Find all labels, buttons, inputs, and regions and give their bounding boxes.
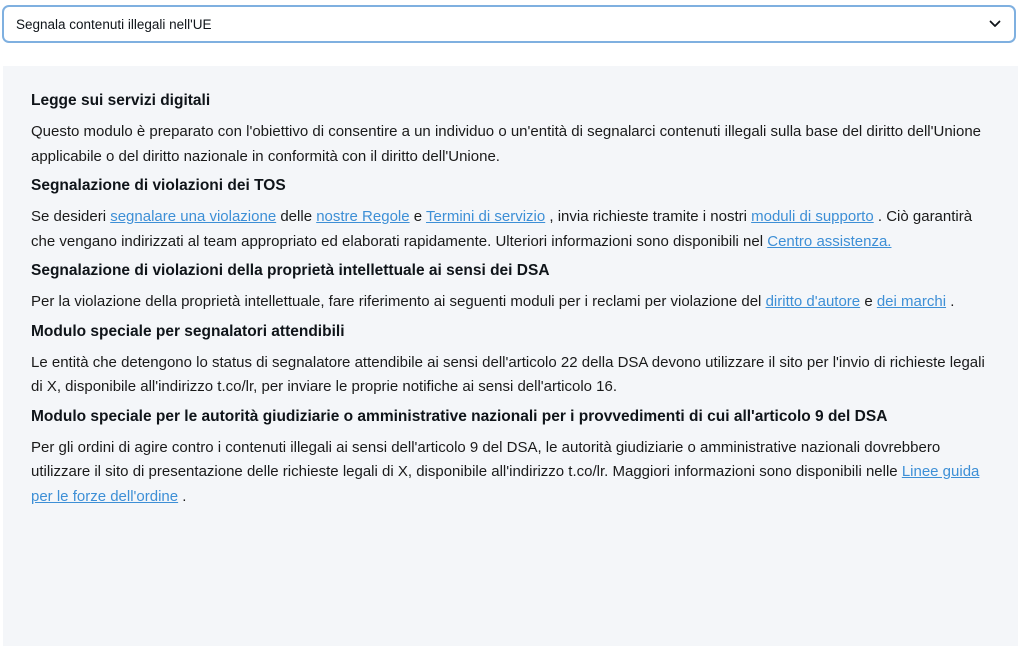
text: e xyxy=(860,293,877,310)
dropdown-selected-value: Segnala contenuti illegali nell'UE xyxy=(16,16,212,32)
text: Per gli ordini di agire contro i contenuti illegali ai sensi dell'articolo 9 del DSA, le autorità giudiziarie o amministrative nazionali dovrebbero utilizzare il sito di presentazione delle richieste legali di X, disponibile all'indirizzo t.co/lr. Maggiori informazioni sono disponibili nelle xyxy=(31,438,941,480)
link-support-forms[interactable]: moduli di supporto xyxy=(751,208,874,225)
link-trademarks[interactable]: dei marchi xyxy=(876,293,947,310)
info-panel xyxy=(3,66,1018,646)
section-body-authorities xyxy=(31,436,990,510)
section-title-authorities: Modulo speciale per le autorità giudiziarie o amministrative nazionali per i provvedimenti di cui all'articolo 9 del DSA xyxy=(31,407,888,425)
link-help-center[interactable]: Centro assistenza. xyxy=(767,232,892,250)
section-title-ip: Segnalazione di violazioni della proprietà intellettuale ai sensi dei DSA xyxy=(31,262,550,279)
section-title-tos: Segnalazione di violazioni dei TOS xyxy=(31,177,286,194)
section-title-dsa: Legge sui servizi digitali xyxy=(31,92,211,109)
link-our-rules[interactable]: nostre Regole xyxy=(316,208,410,225)
link-terms-of-service[interactable]: Termini di servizio xyxy=(426,208,546,225)
report-type-dropdown[interactable] xyxy=(2,5,1016,43)
link-copyright[interactable]: diritto d'autore xyxy=(765,293,861,310)
link-law-enforcement-guidelines[interactable]: Linee guida per le forze dell'ordine xyxy=(31,463,980,505)
text: Se desideri xyxy=(31,208,111,225)
section-title-trusted-flaggers: Modulo speciale per segnalatori attendibili xyxy=(31,322,345,340)
section-body-trusted-flaggers: Le entità che detengono lo status di segnalatore attendibile ai sensi dell'articolo 22 della DSA devono utilizzare il sito per l'invio di richieste legali di X, disponibile all'indirizzo t.co/lr, per inviare le proprie notifiche ai sensi dell'articolo 16. xyxy=(31,353,985,395)
text: e xyxy=(409,208,427,225)
link-report-violation[interactable]: segnalare una violazione xyxy=(110,208,277,225)
text: . xyxy=(178,487,187,505)
text: . Ciò garantirà che vengano indirizzati al team appropriato ed elaborati rapidamente. Ulteriori informazioni sono disponibili nel xyxy=(31,208,973,250)
text: Per la violazione della proprietà intellettuale, fare riferimento ai seguenti moduli per i reclami per violazione del xyxy=(31,293,766,310)
chevron-down-icon xyxy=(988,17,1002,31)
text: . xyxy=(946,293,955,310)
text: delle xyxy=(276,208,317,225)
section-body-ip xyxy=(31,290,990,315)
section-body-tos xyxy=(31,205,990,254)
section-body-dsa: Questo modulo è preparato con l'obiettivo di consentire a un individuo o un'entità di segnalarci contenuti illegali sulla base del diritto dell'Unione applicabile o del diritto nazionale in conformità con il diritto dell'Unione. xyxy=(31,123,982,165)
text: , invia richieste tramite i nostri xyxy=(545,208,752,225)
